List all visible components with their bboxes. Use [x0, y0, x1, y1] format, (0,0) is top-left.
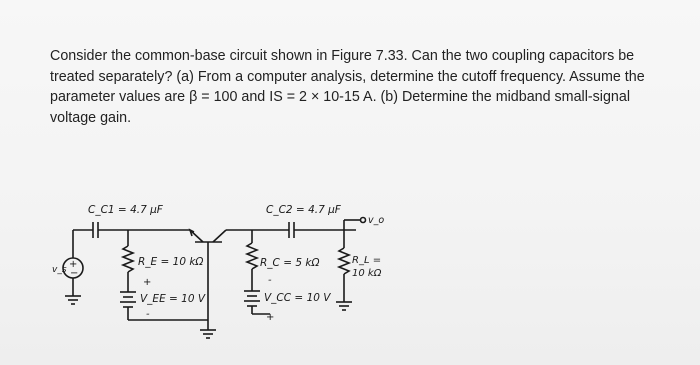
resistor-re: [123, 246, 133, 272]
ground-source: [65, 296, 81, 304]
voltage-source: [52, 230, 83, 304]
resistor-rc: [247, 243, 257, 269]
problem-line-2: treated separately? (a) From a computer analysis, determine the cutoff frequency. Assume the: [50, 68, 645, 85]
transistor-bjt: [190, 230, 226, 330]
problem-line-4: voltage gain.: [50, 109, 132, 126]
battery-vcc: [244, 291, 260, 306]
output-terminal: [361, 218, 366, 223]
vcc-plus: +: [266, 312, 275, 323]
source-plus-sign: +: [69, 259, 78, 270]
re-label: R_E = 10 kΩ: [138, 256, 204, 268]
vee-label: V_EE = 10 V: [140, 293, 206, 305]
rl-label-line1: R_L =: [352, 255, 382, 266]
problem-line-1: Consider the common-base circuit shown in Figure 7.33. Can the two coupling capacitors be: [50, 48, 635, 64]
vs-label: v_s: [52, 265, 67, 275]
resistor-rl: [339, 248, 349, 274]
vcc-label: V_CC = 10 V: [264, 292, 331, 304]
battery-vee: [120, 292, 136, 307]
vee-plus: +: [143, 277, 152, 288]
ground-base: [200, 330, 216, 338]
vee-minus: -: [146, 309, 150, 320]
vo-label: v_o: [368, 215, 385, 226]
vcc-minus: -: [268, 275, 272, 286]
cc1-label: C_C1 = 4.7 μF: [88, 204, 163, 216]
problem-line-3: parameter values are β = 100 and IS = 2 × 10-15 A. (b) Determine the midband small-signal: [50, 89, 631, 105]
rl-label-line2: 10 kΩ: [352, 268, 382, 279]
cc2-label: C_C2 = 4.7 μF: [266, 204, 341, 216]
capacitor-cc2: [289, 222, 294, 238]
rc-label: R_C = 5 kΩ: [260, 257, 320, 269]
ground-load: [336, 302, 352, 310]
source-minus-sign: −: [70, 268, 79, 279]
capacitor-cc1: [93, 222, 98, 238]
